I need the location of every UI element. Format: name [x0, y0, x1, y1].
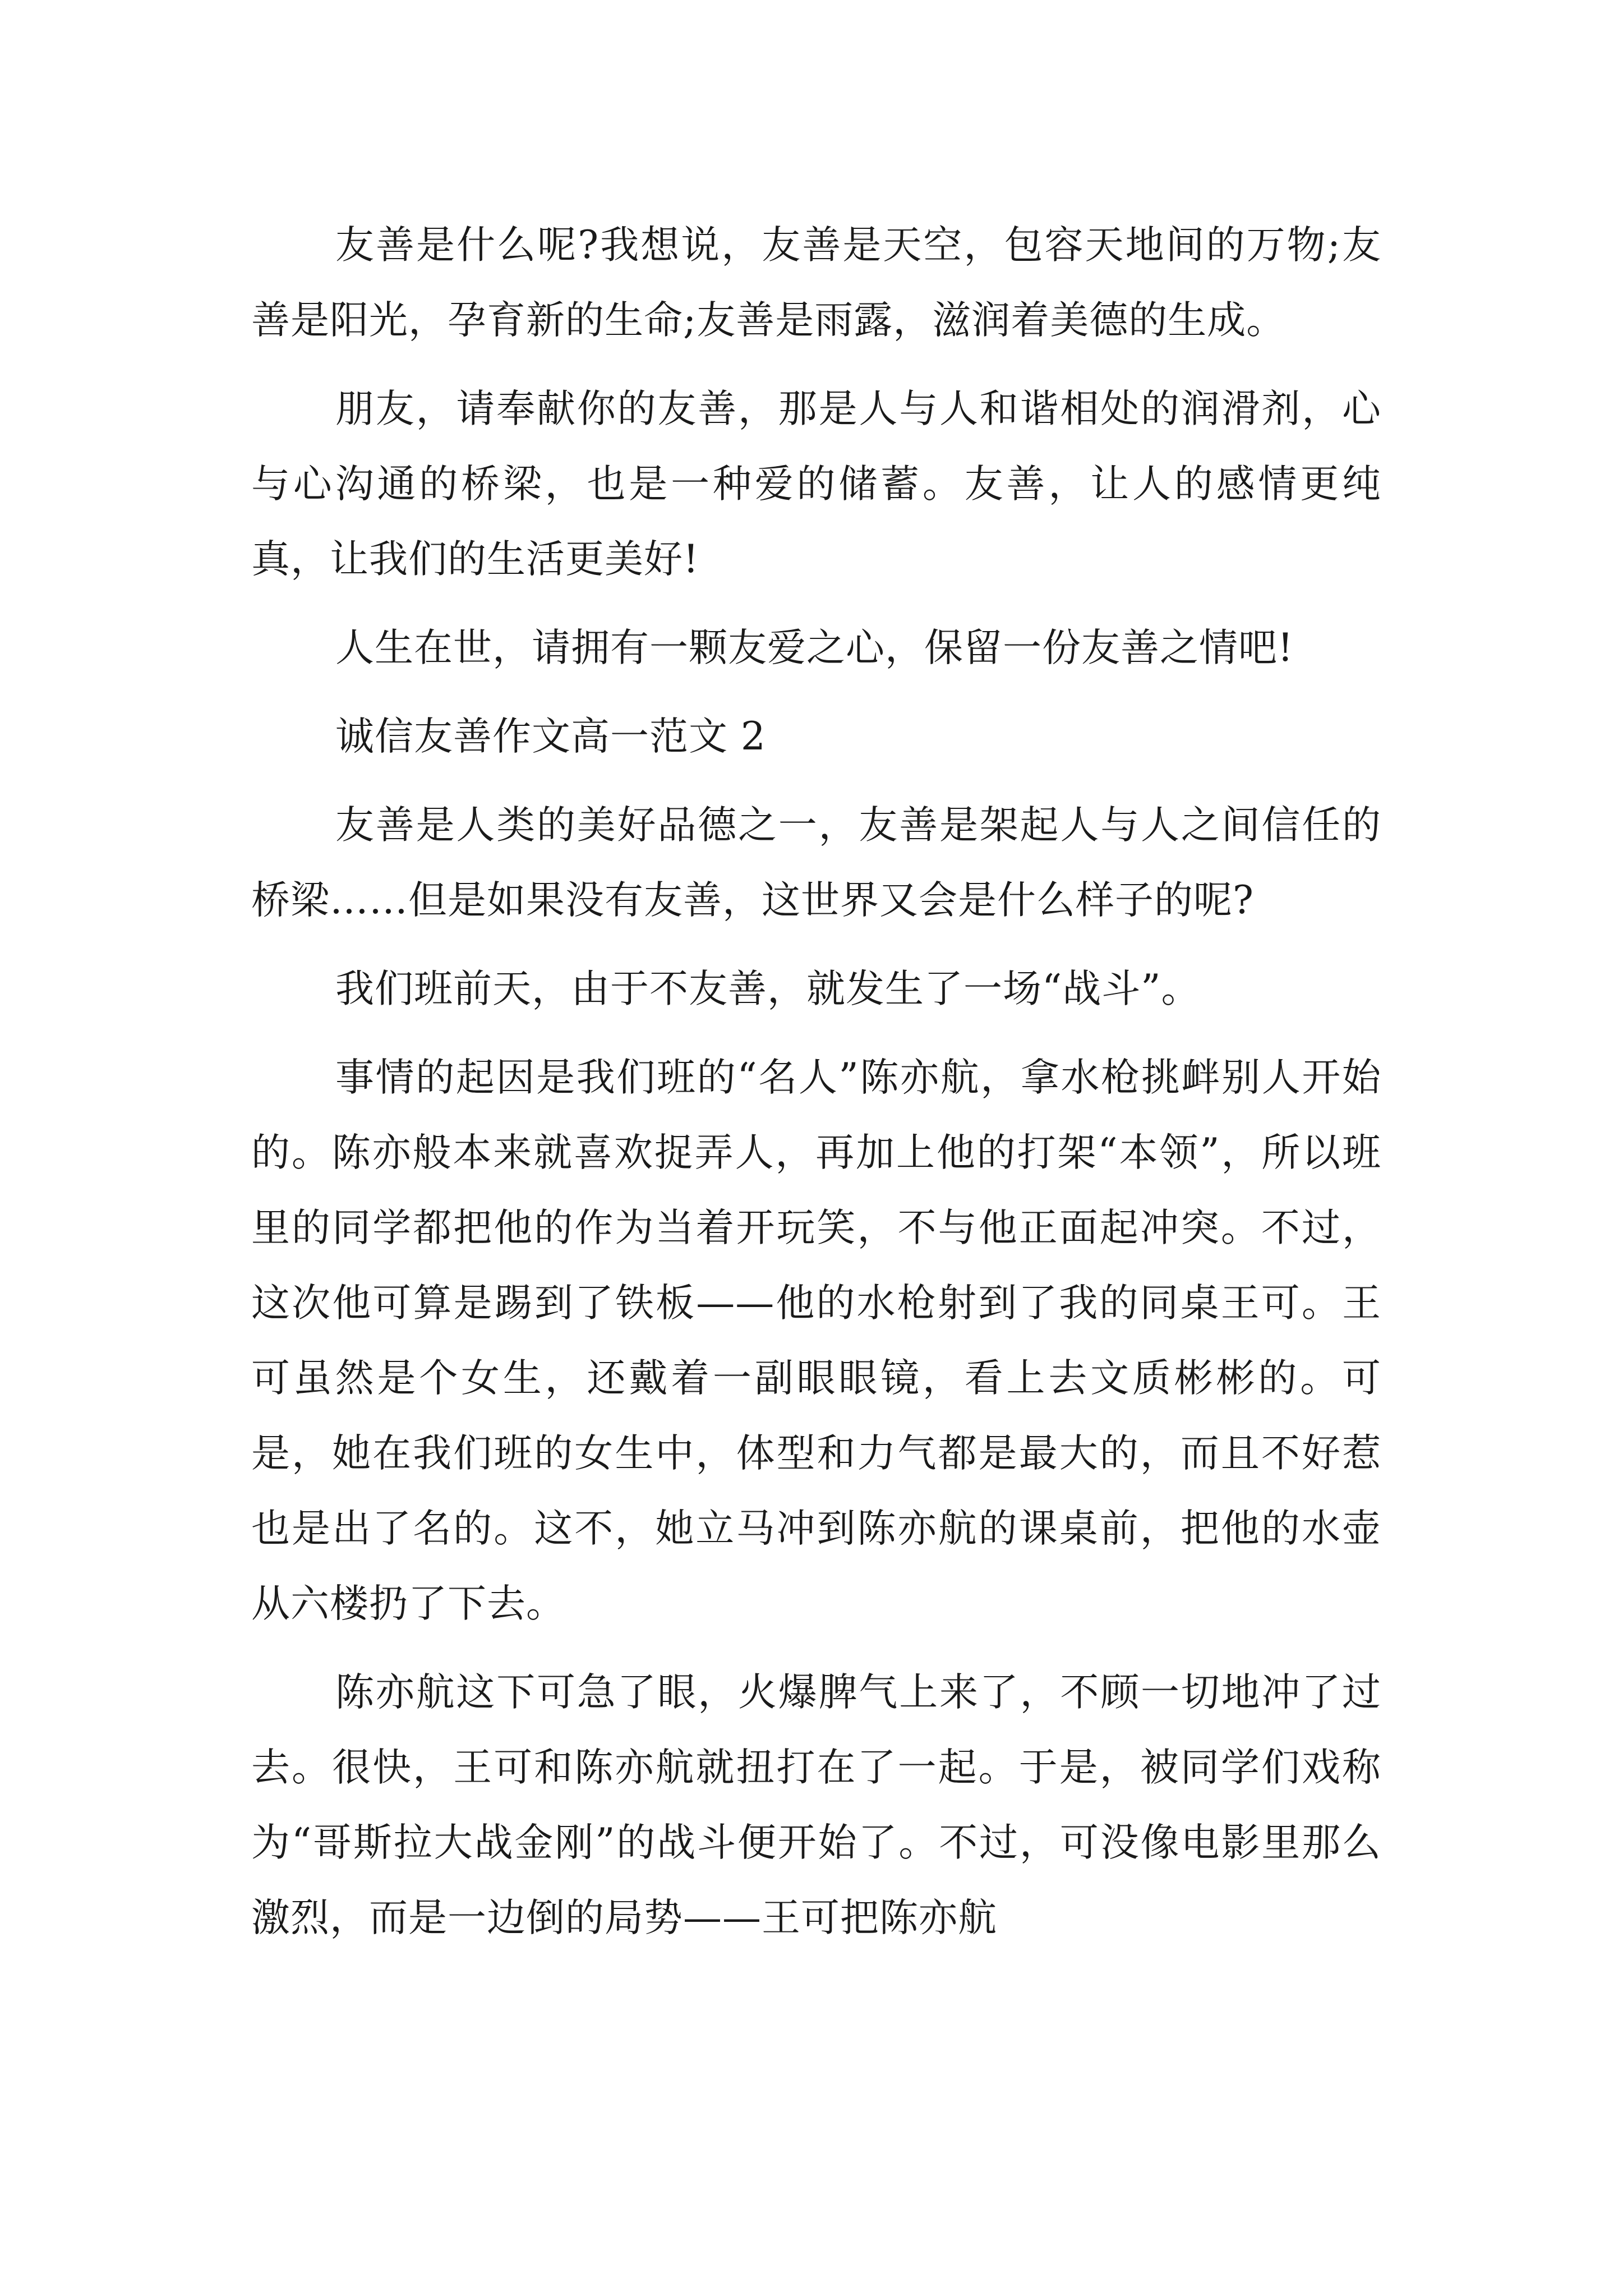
paragraph-section-intro: 友善是人类的美好品德之一，友善是架起人与人之间信任的桥梁……但是如果没有友善，这世界又会是什么样子的呢? — [251, 803, 1381, 923]
paragraph-friendliness-closing: 人生在世，请拥有一颗友爱之心，保留一份友善之情吧! — [335, 625, 1294, 670]
paragraph-friendliness-value: 朋友，请奉献你的友善，那是人与人和谐相处的润滑剂，心与心沟通的桥梁，也是一种爱的储蓄。友善，让人的感情更纯真，让我们的生活更美好! — [251, 386, 1381, 582]
document-page — [251, 208, 1381, 1955]
paragraph-battle-cause: 事情的起因是我们班的“名人”陈亦航，拿水枪挑衅别人开始的。陈亦般本来就喜欢捉弄人，再加上他的打架“本领”，所以班里的同学都把他的作为当着开玩笑，不与他正面起冲突。不过，这次他可算是踢到了铁板——他的水枪射到了我的同桌王可。王可虽然是个女生，还戴着一副眼眼镜，看上去文质彬彬的。可是，她在我们班的女生中，体型和力气都是最大的，而且不好惹也是出了名的。这不，她立马冲到陈亦航的课桌前，把他的水壶从六楼扔了下去。 — [251, 1055, 1381, 1626]
paragraph-friendliness-definition: 友善是什么呢?我想说，友善是天空，包容天地间的万物;友善是阳光，孕育新的生命;友善是雨露，滋润着美德的生成。 — [251, 223, 1381, 343]
paragraph-battle-intro: 我们班前天，由于不友善，就发生了一场“战斗”。 — [335, 967, 1201, 1011]
paragraph-battle-fight: 陈亦航这下可急了眼，火爆脾气上来了，不顾一切地冲了过去。很快，王可和陈亦航就扭打在了一起。于是，被同学们戏称为“哥斯拉大战金刚”的战斗便开始了。不过，可没像电影里那么激烈，而是一边倒的局势——王可把陈亦航 — [251, 1670, 1381, 1940]
section-title: 诚信友善作文高一范文 2 — [335, 714, 766, 759]
